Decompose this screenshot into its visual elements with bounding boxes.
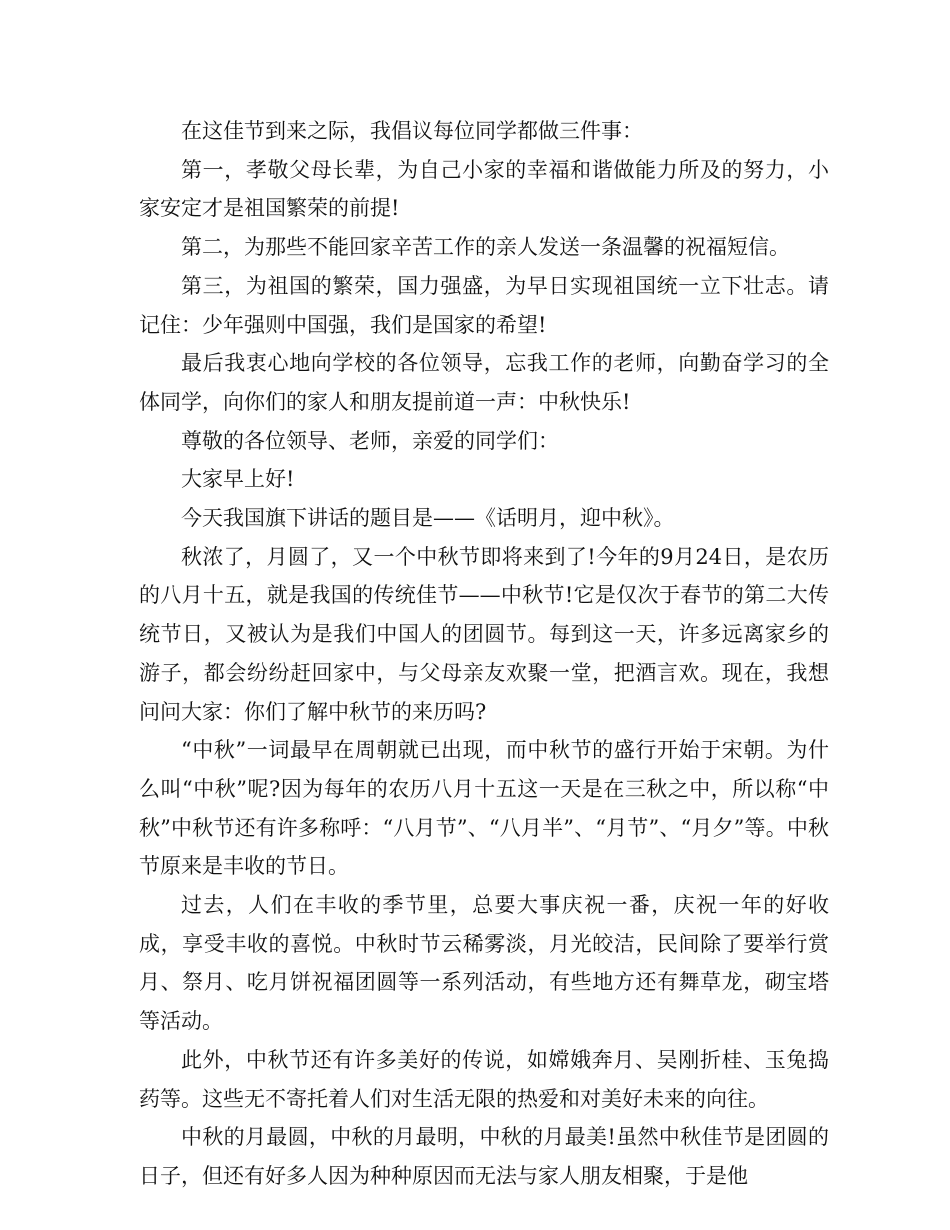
- paragraph-festival-origin: “中秋”一词最早在周朝就已出现，而中秋节的盛行开始于宋朝。为什么叫“中秋”呢?因为每年的农历八月十五这一天是在三秋之中，所以称“中秋”中秋节还有许多称呼：“八月节”、“八月半”、“月节”、“月夕”等。中秋节原来是丰收的节日。: [139, 738, 829, 879]
- paragraph-full-moon: 中秋的月最圆，中秋的月最明，中秋的月最美!虽然中秋佳节是团圆的日子，但还有好多人因为种种原因而无法与家人朋友相聚，于是他: [139, 1125, 829, 1188]
- paragraph-speech-topic: 今天我国旗下讲话的题目是——《话明月，迎中秋》。: [181, 506, 675, 531]
- document-body: [139, 112, 829, 1196]
- paragraph-third-item: 第三，为祖国的繁荣，国力强盛，为早日实现祖国统一立下壮志。请记住：少年强则中国强，我们是国家的希望!: [139, 273, 829, 337]
- paragraph-salutation: 尊敬的各位领导、老师，亲爱的同学们：: [181, 428, 559, 453]
- paragraph-festival-intro: 秋浓了，月圆了，又一个中秋节即将来到了!今年的9月24日，是农历的八月十五，就是我国的传统佳节——中秋节!它是仅次于春节的第二大传统节日，又被认为是我们中国人的团圆节。每到这一天，许多远离家乡的游子，都会纷纷赶回家中，与父母亲友欢聚一堂，把酒言欢。现在，我想问问大家：你们了解中秋节的来历吗?: [139, 544, 829, 724]
- paragraph-harvest-celebration: 过去，人们在丰收的季节里，总要大事庆祝一番，庆祝一年的好收成，享受丰收的喜悦。中秋时节云稀雾淡，月光皎洁，民间除了要举行赏月、祭月、吃月饼祝福团圆等一系列活动，有些地方还有舞草龙，砌宝塔等活动。: [139, 893, 829, 1034]
- paragraph-greeting: 大家早上好!: [181, 467, 295, 492]
- paragraph-proposal-intro: 在这佳节到来之际，我倡议每位同学都做三件事：: [181, 119, 643, 143]
- paragraph-legends: 此外，中秋节还有许多美好的传说，如嫦娥奔月、吴刚折桂、玉兔捣药等。这些无不寄托着人们对生活无限的热爱和对美好未来的向往。: [139, 1047, 829, 1111]
- paragraph-first-item: 第一，孝敬父母长辈，为自己小家的幸福和谐做能力所及的努力，小家安定才是祖国繁荣的前提!: [139, 157, 829, 221]
- paragraph-closing-wishes: 最后我衷心地向学校的各位领导，忘我工作的老师，向勤奋学习的全体同学，向你们的家人和朋友提前道一声：中秋快乐!: [139, 351, 829, 414]
- paragraph-second-item: 第二，为那些不能回家辛苦工作的亲人发送一条温馨的祝福短信。: [181, 235, 790, 260]
